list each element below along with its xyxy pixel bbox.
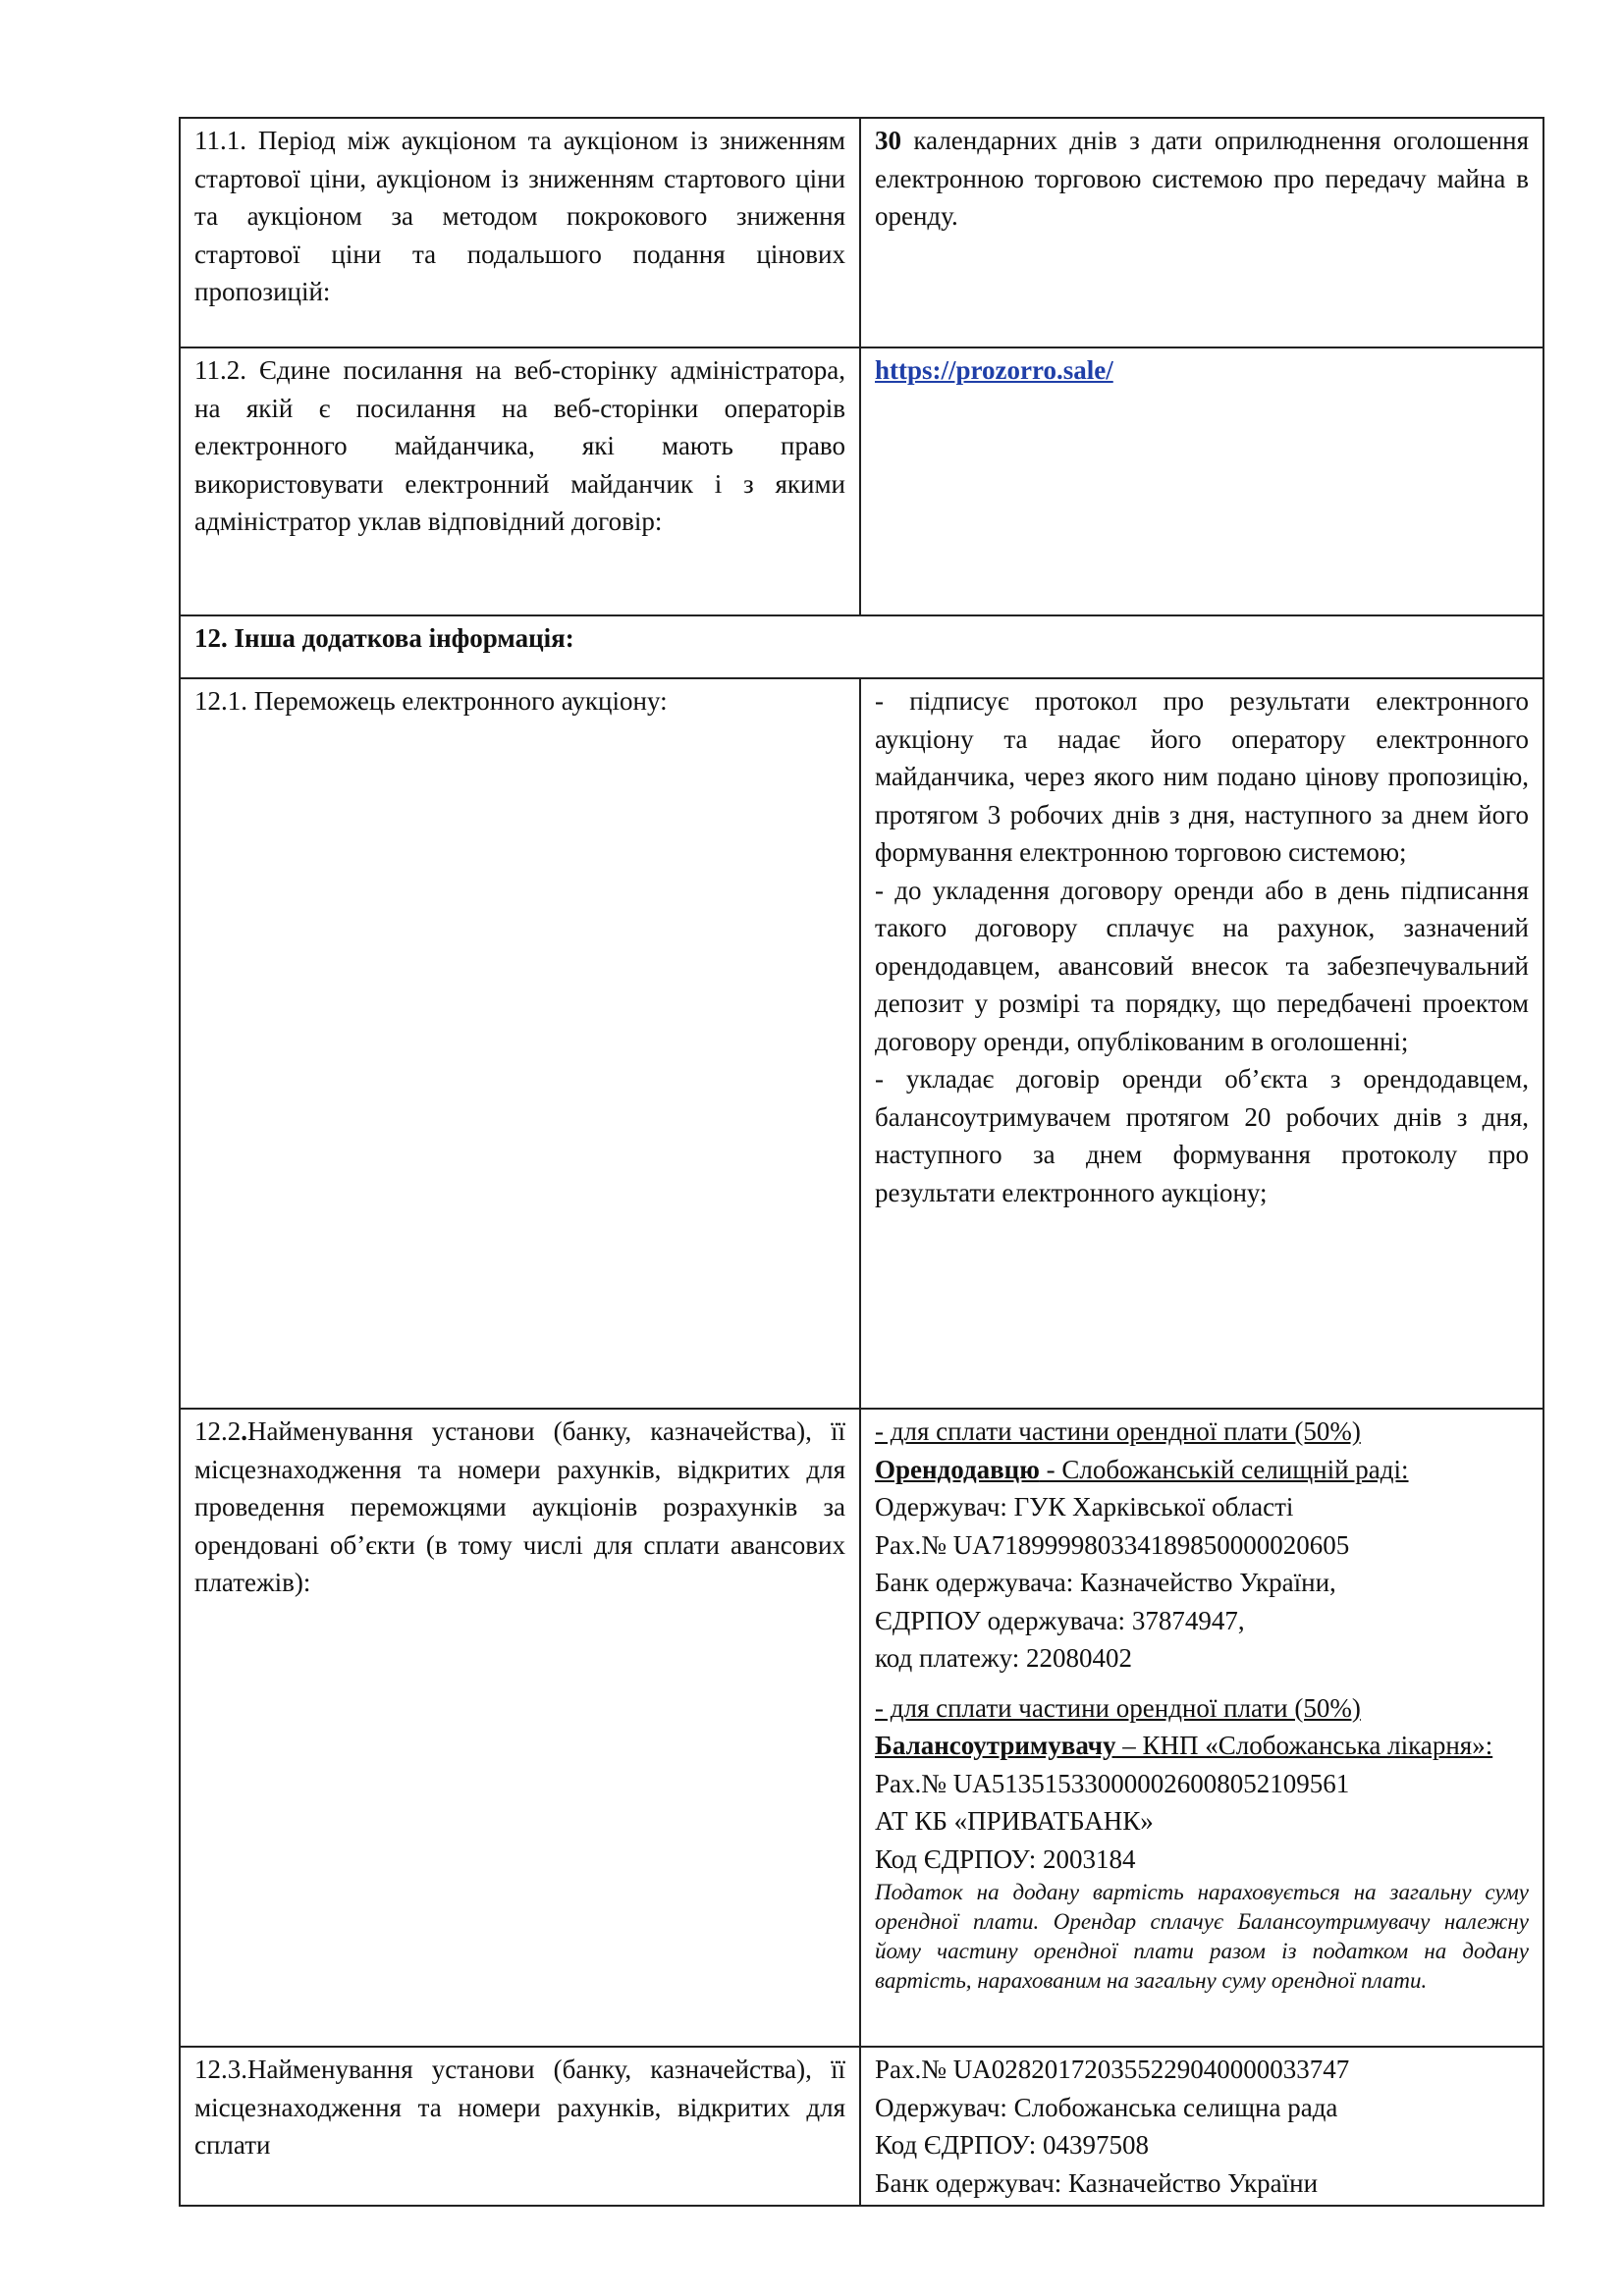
winner-duty-1: - підписує протокол про результати електронного аукціону та надає його оператору електронного майданчика, через якого ним подано цінову пропозицію, протягом 3 робочих днів з дня, наступного за днем його формування електронною торговою системою; bbox=[875, 686, 1529, 867]
table-row bbox=[180, 1409, 1543, 2047]
winner-duty-2: - до укладення договору оренди або в день підписання такого договору сплачує на рахунок, зазначений орендодавцем, авансовий внесок та забезпечувальний депозит у розмірі та порядку, що передбачені проектом договору оренди, опублікованим в оголошенні; bbox=[875, 875, 1529, 1056]
table-row bbox=[180, 118, 1543, 347]
council-bank: Банк одержувач: Казначейство України bbox=[875, 2167, 1319, 2198]
row-12-2-label: 12.2.Найменування установи (банку, казначейства), її місцезнаходження та номери рахунків, відкритих для проведення переможцями аукціонів розрахунків за орендовані об’єкти (в тому числі для сплати авансових платежів): bbox=[180, 1409, 860, 2047]
table-row bbox=[180, 2047, 1543, 2206]
table-row bbox=[180, 678, 1543, 1409]
lessor-account: Рах.№ UA718999980334189850000020605 bbox=[875, 1529, 1350, 1560]
lessor-recipient: Одержувач: ГУК Харківської області bbox=[875, 1492, 1294, 1522]
holder-payment-heading: - для сплати частини орендної плати (50%) bbox=[875, 1692, 1361, 1723]
lessor-bank: Банк одержувача: Казначейство України, bbox=[875, 1568, 1336, 1597]
lessor-payment-heading: - для сплати частини орендної плати (50%) bbox=[875, 1416, 1361, 1446]
row-11-2-value bbox=[860, 347, 1543, 615]
holder-recipient-heading: Балансоутримувачу – КНП «Слобожанська лікарня»: bbox=[875, 1731, 1493, 1760]
days-count: 30 bbox=[875, 126, 901, 155]
row-11-2-label: 11.2. Єдине посилання на веб-сторінку адміністратора, на якій є посилання на веб-сторінки операторів електронного майданчика, які мають право використовувати електронний майданчик і з якими адміністратор уклав відповідний договір: bbox=[180, 347, 860, 615]
holder-bank: АТ КБ «ПРИВАТБАНК» bbox=[875, 1806, 1154, 1836]
row-12-3-value bbox=[860, 2047, 1543, 2206]
row-12-3-label: 12.3.Найменування установи (банку, казначейства), її місцезнаходження та номери рахунків, відкритих для сплати bbox=[180, 2047, 860, 2206]
row-11-1-label: 11.1. Період між аукціоном та аукціоном із зниженням стартової ціни, аукціоном із зниженням стартового ціни та аукціоном за методом покрокового зниження стартової ціни та подальшого подання цінових пропозицій: bbox=[180, 118, 860, 347]
section-row bbox=[180, 615, 1543, 678]
lessor-recipient-heading: Орендодавцю - Слобожанській селищній раді: bbox=[875, 1454, 1409, 1484]
vat-note: Податок на додану вартість нараховується на загальну суму орендної плати. Орендар сплачує Балансоутримувачу належну йому частину орендної плати разом із податком на додану вартість, нарахованим на загальну суму орендної плати. bbox=[875, 1880, 1529, 1993]
section-12-title: 12. Інша додаткова інформація: bbox=[180, 615, 1543, 678]
row-12-2-value bbox=[860, 1409, 1543, 2047]
table-row bbox=[180, 347, 1543, 615]
lessor-payment-code: код платежу: 22080402 bbox=[875, 1643, 1132, 1673]
holder-edrpou: Код ЄДРПОУ: 2003184 bbox=[875, 1843, 1136, 1874]
lessor-edrpou: ЄДРПОУ одержувача: 37874947, bbox=[875, 1605, 1245, 1635]
row-12-1-value bbox=[860, 678, 1543, 1409]
winner-duty-3: - укладає договір оренди об’єкта з орендодавцем, балансоутримувачем протягом 20 робочих днів з дня, наступного за днем формування протоколу про результати електронного аукціону; bbox=[875, 1064, 1529, 1207]
council-edrpou: Код ЄДРПОУ: 04397508 bbox=[875, 2130, 1149, 2160]
council-account: Рах.№ UA028201720355229040000033747 bbox=[875, 2055, 1350, 2084]
row-11-1-value: 30 календарних днів з дати оприлюднення оголошення електронною торговою системою про передачу майна в оренду. bbox=[860, 118, 1543, 347]
council-recipient: Одержувач: Слобожанська селищна рада bbox=[875, 2092, 1338, 2122]
holder-account: Рах.№ UA513515330000026008052109561 bbox=[875, 1768, 1350, 1798]
prozorro-link[interactable]: https://prozorro.sale/ bbox=[875, 355, 1113, 385]
row-12-1-label: 12.1. Переможець електронного аукціону: bbox=[180, 678, 860, 1409]
auction-info-table bbox=[179, 117, 1544, 2207]
